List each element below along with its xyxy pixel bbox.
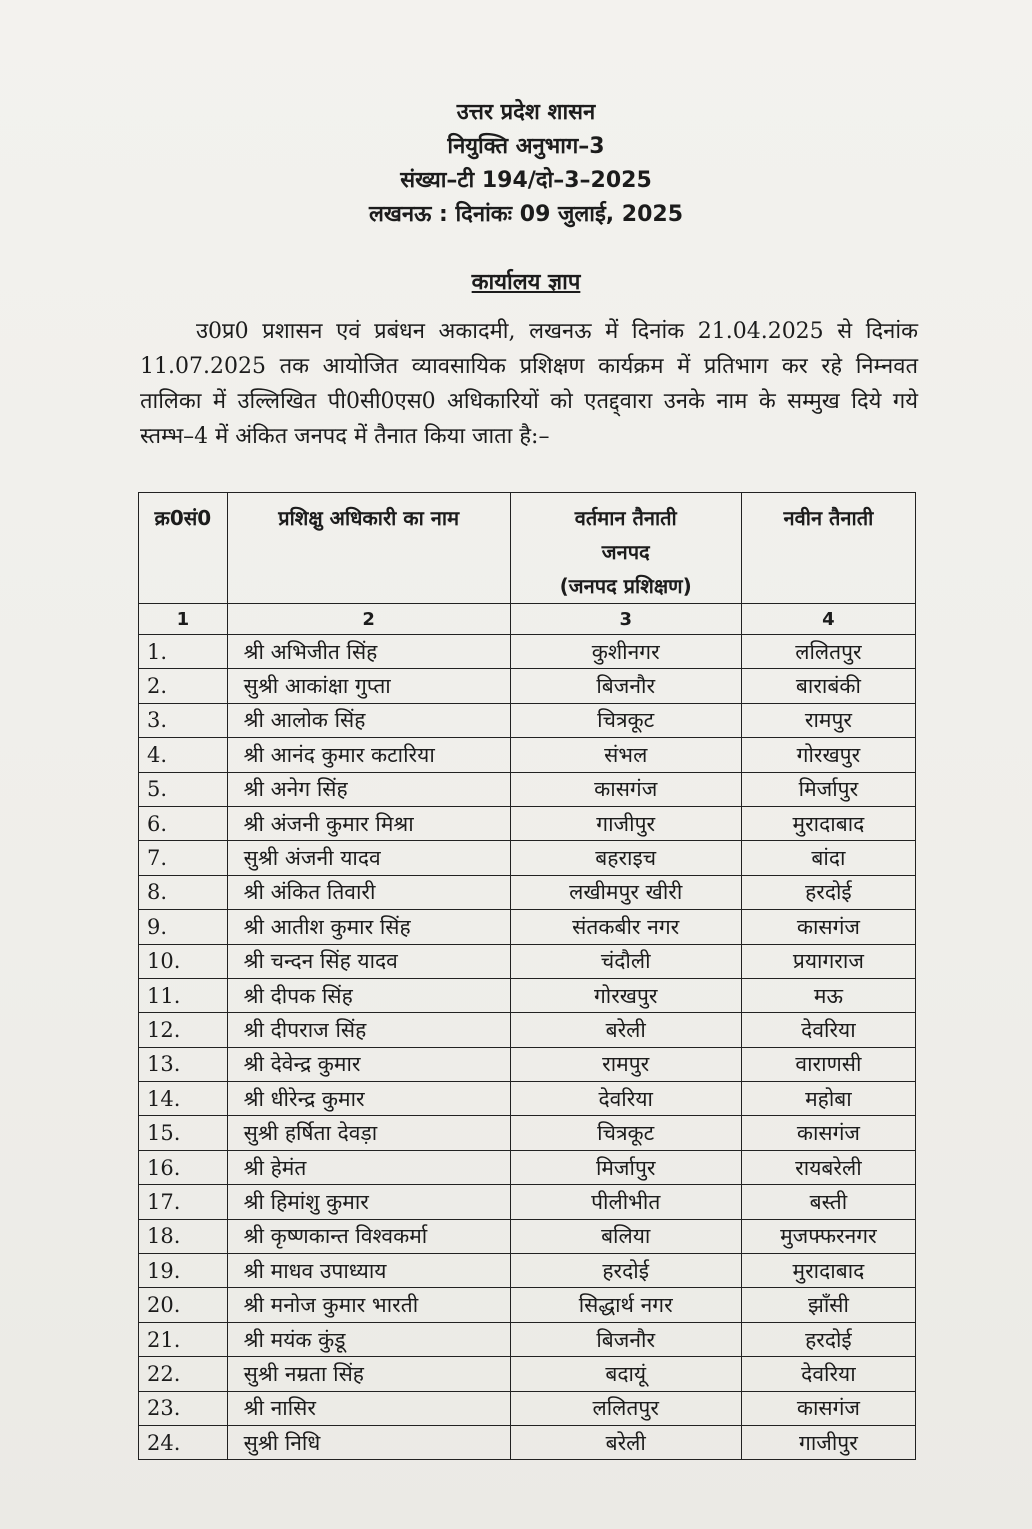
current-district: गाजीपुर [510, 806, 741, 840]
current-district: सिद्धार्थ नगर [510, 1288, 741, 1322]
government-name: उत्तर प्रदेश शासन [456, 100, 596, 125]
officer-name: श्री अनेग सिंह [227, 772, 510, 806]
table-body [139, 635, 916, 1460]
table-row [139, 703, 916, 737]
serial-number: 11. [139, 978, 228, 1012]
serial-number: 16. [139, 1150, 228, 1184]
serial-number: 5. [139, 772, 228, 806]
table-row [139, 1288, 916, 1322]
header-current-line1: वर्तमान तैनाती [574, 506, 677, 530]
officer-name: श्री दीपराज सिंह [227, 1013, 510, 1047]
new-district: हरदोई [741, 1322, 915, 1356]
new-district: बांदा [741, 841, 915, 875]
serial-number: 8. [139, 875, 228, 909]
new-district: कासगंज [741, 1116, 915, 1150]
officer-name: सुश्री आकांक्षा गुप्ता [227, 669, 510, 703]
current-district: देवरिया [510, 1082, 741, 1116]
reference-number: संख्या–टी 194/दो–3–2025 [400, 168, 652, 193]
current-district: पीलीभीत [510, 1185, 741, 1219]
current-district: कुशीनगर [510, 635, 741, 669]
header-serial: क्र0सं0 [139, 493, 228, 604]
column-number: 2 [227, 604, 510, 635]
new-district: वाराणसी [741, 1047, 915, 1081]
serial-number: 10. [139, 944, 228, 978]
serial-number: 1. [139, 635, 228, 669]
new-district: महोबा [741, 1082, 915, 1116]
table-row [139, 669, 916, 703]
serial-number: 9. [139, 910, 228, 944]
table-row [139, 1254, 916, 1288]
officer-name: श्री धीरेन्द्र कुमार [227, 1082, 510, 1116]
new-district: देवरिया [741, 1357, 915, 1391]
posting-table [138, 492, 916, 1460]
current-district: कासगंज [510, 772, 741, 806]
new-district: गोरखपुर [741, 738, 915, 772]
table-row [139, 738, 916, 772]
column-number: 1 [139, 604, 228, 635]
current-district: लखीमपुर खीरी [510, 875, 741, 909]
new-district: रायबरेली [741, 1150, 915, 1184]
table-row [139, 1391, 916, 1425]
header-current-line2: जनपद [601, 540, 650, 564]
serial-number: 13. [139, 1047, 228, 1081]
current-district: बरेली [510, 1425, 741, 1459]
officer-name: सुश्री निधि [227, 1425, 510, 1459]
officer-name: श्री आतीश कुमार सिंह [227, 910, 510, 944]
new-district: मुजफ्फरनगर [741, 1219, 915, 1253]
current-district: गोरखपुर [510, 978, 741, 1012]
current-district: बलिया [510, 1219, 741, 1253]
new-district: देवरिया [741, 1013, 915, 1047]
serial-number: 18. [139, 1219, 228, 1253]
officer-name: सुश्री अंजनी यादव [227, 841, 510, 875]
serial-number: 6. [139, 806, 228, 840]
serial-number: 20. [139, 1288, 228, 1322]
new-district: मुरादाबाद [741, 806, 915, 840]
new-district: मिर्जापुर [741, 772, 915, 806]
new-district: रामपुर [741, 703, 915, 737]
officer-name: श्री दीपक सिंह [227, 978, 510, 1012]
serial-number: 12. [139, 1013, 228, 1047]
new-district: मुरादाबाद [741, 1254, 915, 1288]
current-district: मिर्जापुर [510, 1150, 741, 1184]
officer-name: श्री हेमंत [227, 1150, 510, 1184]
officer-name: श्री देवेन्द्र कुमार [227, 1047, 510, 1081]
section-name: नियुक्ति अनुभाग–3 [447, 134, 605, 159]
new-district: बाराबंकी [741, 669, 915, 703]
place-date: लखनऊ : दिनांकः 09 जुलाई, 2025 [368, 202, 684, 227]
new-district: प्रयागराज [741, 944, 915, 978]
officer-name: सुश्री नम्रता सिंह [227, 1357, 510, 1391]
officer-name: श्री माधव उपाध्याय [227, 1254, 510, 1288]
memo-heading-wrap [0, 266, 1032, 296]
table-row [139, 1425, 916, 1459]
table-row [139, 1185, 916, 1219]
new-district: झाँसी [741, 1288, 915, 1322]
table-row [139, 1150, 916, 1184]
officer-name: सुश्री हर्षिता देवड़ा [227, 1116, 510, 1150]
current-district: बिजनौर [510, 669, 741, 703]
current-district: बरेली [510, 1013, 741, 1047]
officer-name: श्री मयंक कुंडू [227, 1322, 510, 1356]
current-district: चित्रकूट [510, 1116, 741, 1150]
officer-name: श्री चन्दन सिंह यादव [227, 944, 510, 978]
serial-number: 14. [139, 1082, 228, 1116]
serial-number: 23. [139, 1391, 228, 1425]
current-district: संभल [510, 738, 741, 772]
table-row [139, 1357, 916, 1391]
column-number: 3 [510, 604, 741, 635]
serial-number: 17. [139, 1185, 228, 1219]
table-row [139, 1082, 916, 1116]
serial-number: 2. [139, 669, 228, 703]
header-current-posting [510, 493, 741, 604]
current-district: बहराइच [510, 841, 741, 875]
current-district: बिजनौर [510, 1322, 741, 1356]
serial-number: 24. [139, 1425, 228, 1459]
new-district: गाजीपुर [741, 1425, 915, 1459]
table-header-row [139, 493, 916, 604]
table-row [139, 1116, 916, 1150]
new-district: मऊ [741, 978, 915, 1012]
column-number-row [139, 604, 916, 635]
serial-number: 22. [139, 1357, 228, 1391]
officer-name: श्री आलोक सिंह [227, 703, 510, 737]
serial-number: 19. [139, 1254, 228, 1288]
new-district: कासगंज [741, 910, 915, 944]
current-district: चित्रकूट [510, 703, 741, 737]
officer-name: श्री हिमांशु कुमार [227, 1185, 510, 1219]
new-district: कासगंज [741, 1391, 915, 1425]
current-district: बदायूं [510, 1357, 741, 1391]
current-district: ललितपुर [510, 1391, 741, 1425]
officer-name: श्री कृष्णकान्त विश्वकर्मा [227, 1219, 510, 1253]
officer-name: श्री अंजनी कुमार मिश्रा [227, 806, 510, 840]
serial-number: 3. [139, 703, 228, 737]
table-row [139, 806, 916, 840]
officer-name: श्री नासिर [227, 1391, 510, 1425]
memo-heading: कार्यालय ज्ञाप [471, 270, 581, 295]
table-row [139, 1013, 916, 1047]
officer-name: श्री मनोज कुमार भारती [227, 1288, 510, 1322]
serial-number: 4. [139, 738, 228, 772]
table-row [139, 635, 916, 669]
serial-number: 21. [139, 1322, 228, 1356]
new-district: हरदोई [741, 875, 915, 909]
serial-number: 7. [139, 841, 228, 875]
officer-name: श्री अंकित तिवारी [227, 875, 510, 909]
table-row [139, 1047, 916, 1081]
table-row [139, 875, 916, 909]
header-officer-name: प्रशिक्षु अधिकारी का नाम [227, 493, 510, 604]
current-district: संतकबीर नगर [510, 910, 741, 944]
column-number: 4 [741, 604, 915, 635]
officer-name: श्री अभिजीत सिंह [227, 635, 510, 669]
new-district: बस्ती [741, 1185, 915, 1219]
current-district: रामपुर [510, 1047, 741, 1081]
table-row [139, 841, 916, 875]
table-row [139, 1322, 916, 1356]
officer-name: श्री आनंद कुमार कटारिया [227, 738, 510, 772]
header-current-line3: (जनपद प्रशिक्षण) [559, 574, 692, 598]
header-new-posting: नवीन तैनाती [741, 493, 915, 604]
table-row [139, 1219, 916, 1253]
table-row [139, 944, 916, 978]
serial-number: 15. [139, 1116, 228, 1150]
table-row [139, 772, 916, 806]
table-row [139, 910, 916, 944]
current-district: हरदोई [510, 1254, 741, 1288]
table-row [139, 978, 916, 1012]
new-district: ललितपुर [741, 635, 915, 669]
current-district: चंदौली [510, 944, 741, 978]
document-header [0, 96, 1032, 232]
memo-paragraph: उ0प्र0 प्रशासन एवं प्रबंधन अकादमी, लखनऊ में दिनांक 21.04.2025 से दिनांक 11.07.2025 तक आयोजित व्यावसायिक प्रशिक्षण कार्यक्रम में प्रतिभाग कर रहे निम्नवत तालिका में उल्लिखित पी0सी0एस0 अधिकारियों को एतद्द्वारा उनके नाम के सम्मुख दिये गये स्तम्भ–4 में अंकित जनपद में तैनात किया जाता है:– [140, 319, 918, 449]
